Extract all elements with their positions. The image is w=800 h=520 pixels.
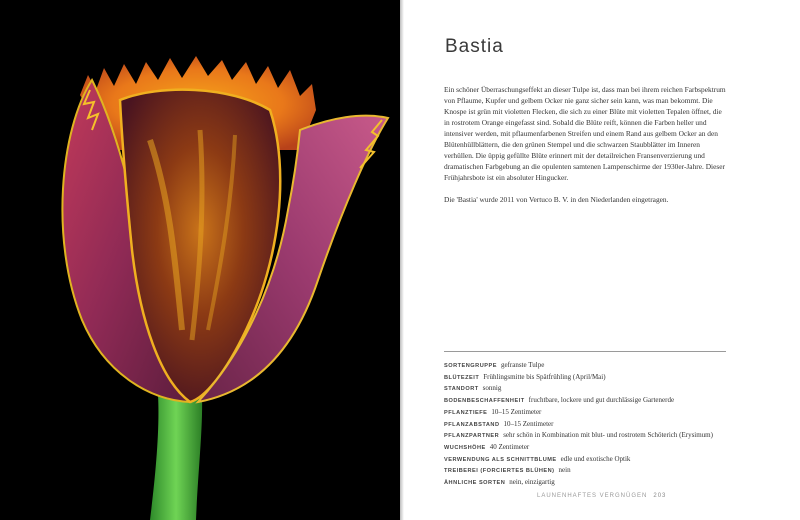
fact-list xyxy=(444,360,744,489)
description-paragraph: Die 'Bastia' wurde 2011 von Vertuco B. V. in den Niederlanden eingetragen. xyxy=(444,195,669,204)
fact-value: nein, einzigartig xyxy=(509,478,555,487)
fact-row xyxy=(444,383,744,395)
fact-value: nein xyxy=(558,466,571,475)
fact-key: SORTENGRUPPE xyxy=(444,363,497,369)
fact-key: ÄHNLICHE SORTEN xyxy=(444,480,506,487)
fact-key: PFLANZABSTAND xyxy=(444,421,500,428)
fact-value: 40 Zentimeter xyxy=(489,442,530,451)
description xyxy=(444,84,728,216)
footer-section: LAUNENHAFTES VERGNÜGEN xyxy=(537,493,648,499)
fact-row xyxy=(444,477,744,489)
fact-value: gefranste Tulpe xyxy=(500,361,545,369)
description-paragraph: Ein schöner Überraschungseffekt an dieser Tulpe ist, dass man bei ihrem reichen Farbspektrum von Pflaume, Kupfer und gelbem Ocker nie ganz sicher sein kann, was man bekommt. Die Knospe ist grün mit violetten Flecken, die sich zu einer Blüte mit violetten Tepalen öffnet, die in rostrotem Orange eingefasst sind. Sobald die Blüte reift, können die Farben heller und intensiver werden, mit pflaumenfarbenen Streifen und einem Rand aus gelbem Ocker an den Blütenhüllblättern, die den grünen Stempel und die schwarzen Staubblätter im Inneren verhüllen. Die üppig gefüllte Blüte erinnert mit der detailreichen Fransenverzierung und dramatischen Farbgebung an die opulenten samtenen Lampenschirme der 1930er-Jahre. Dieser Frühjahrsbote ist ein absoluter Hingucker. xyxy=(444,85,726,182)
running-footer xyxy=(537,493,666,499)
fact-value: Frühlingsmitte bis Spätfrühling (April/Mai) xyxy=(483,372,606,381)
fact-row xyxy=(444,419,744,431)
fact-value: 10–15 Zentimeter xyxy=(491,407,542,416)
page-number: 203 xyxy=(653,493,667,499)
fact-row xyxy=(444,395,744,407)
fact-row xyxy=(444,372,744,384)
fact-row xyxy=(444,454,744,466)
fact-value: edle und exotische Optik xyxy=(560,454,631,463)
fact-key: STANDORT xyxy=(444,386,479,393)
fact-row xyxy=(444,465,744,477)
fact-value: 10–15 Zentimeter xyxy=(503,419,554,428)
fact-key: PFLANZPARTNER xyxy=(444,433,500,440)
fact-key: WUCHSHÖHE xyxy=(444,444,486,451)
fact-value: sehr schön in Kombination mit blut- und rostrotem Schöterich (Erysimum) xyxy=(503,431,713,440)
fact-key: TREIBEREI (FORCIERTES BLÜHEN) xyxy=(444,468,555,475)
fact-key: BODENBESCHAFFENHEIT xyxy=(444,398,525,405)
fact-key: VERWENDUNG ALS SCHNITTBLUME xyxy=(444,456,557,463)
fact-key: BLÜTEZEIT xyxy=(444,374,480,381)
fact-value: sonnig xyxy=(482,384,502,393)
text-page xyxy=(404,0,800,520)
fact-row xyxy=(444,407,744,419)
fact-value: fruchtbare, lockere und gut durchlässige Gartenerde xyxy=(528,396,675,405)
fact-row xyxy=(444,360,744,372)
divider xyxy=(444,351,726,352)
fact-row xyxy=(444,442,744,454)
fact-row xyxy=(444,430,744,442)
page-title: Bastia xyxy=(445,36,504,57)
fact-key: PFLANZTIEFE xyxy=(444,409,488,416)
